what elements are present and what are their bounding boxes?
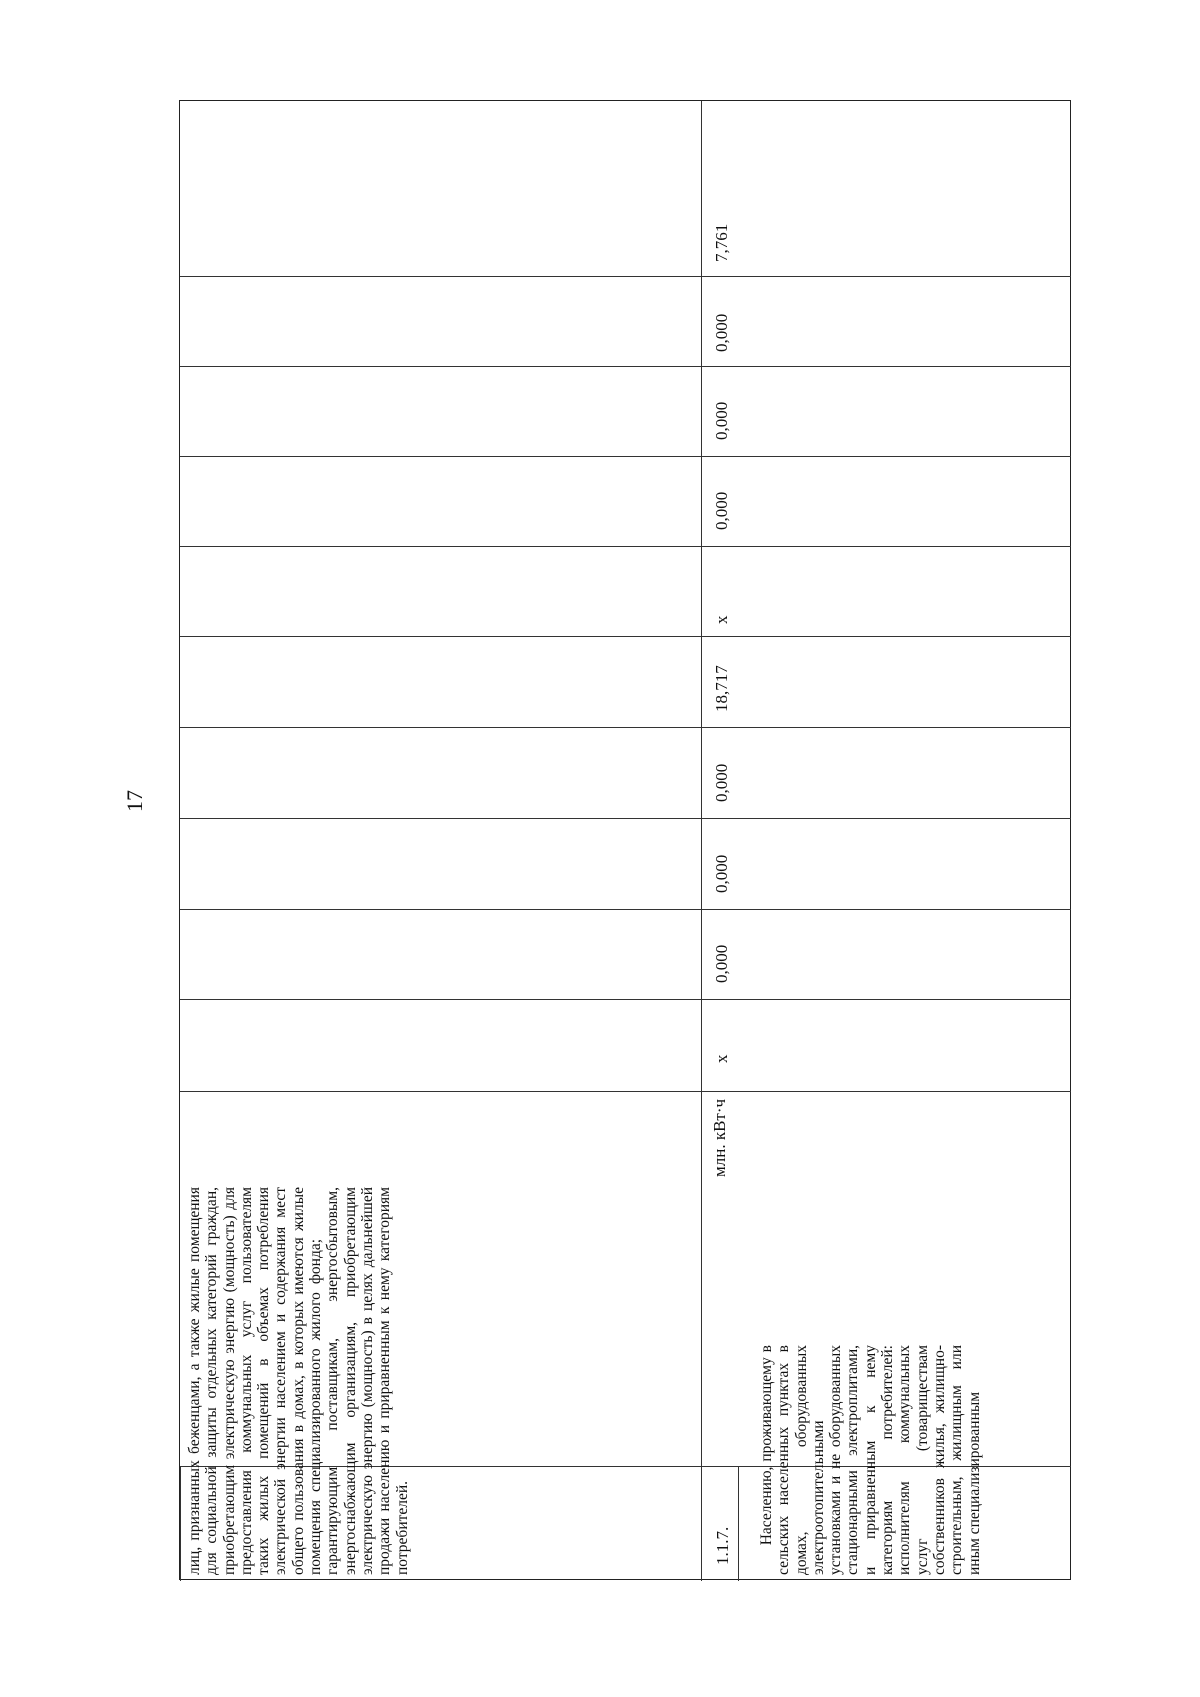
column-divider xyxy=(180,909,1071,910)
row-number: 1.1.7. xyxy=(713,1526,732,1565)
column-divider xyxy=(180,1091,1071,1092)
value-cell: 0,000 xyxy=(712,491,731,530)
value-cell: 0,000 xyxy=(712,944,731,983)
number-column-divider xyxy=(738,1466,739,1581)
column-divider xyxy=(180,456,1071,457)
row-divider xyxy=(701,101,702,1581)
column-divider xyxy=(180,546,1071,547)
page-number: 17 xyxy=(122,790,147,812)
value-cell: 0,000 xyxy=(712,854,731,893)
column-divider xyxy=(180,636,1071,637)
value-cell: 7,761 xyxy=(712,223,731,262)
value-cell: 0,000 xyxy=(712,401,731,440)
value-cell: 0,000 xyxy=(712,313,731,352)
column-divider xyxy=(180,366,1071,367)
row-description: Населению, проживающему в сельских населенных пунктах в домах, оборудованных электроотопительными установками и не оборудованных стационарными электроплитами, и приравненным к нему категориям потребителей: исполнителям коммунальных услуг (товариществам собственников жилья, жилищно-строительным, жилищным или иным специализированным xyxy=(758,1345,983,1575)
column-divider xyxy=(180,727,1071,728)
value-cell: 18,717 xyxy=(712,665,731,712)
value-cell: 0,000 xyxy=(712,763,731,802)
value-cell: х xyxy=(712,615,731,624)
column-divider xyxy=(180,999,1071,1000)
number-column-divider xyxy=(180,1466,181,1581)
column-divider xyxy=(180,276,1071,277)
value-cell: х xyxy=(712,1054,731,1063)
column-divider xyxy=(180,818,1071,819)
row-description: лиц, признанных беженцами, а также жилые помещения для социальной защиты отдельных категорий граждан, приобретающим электрическую энергию (мощность) для предоставления коммунальных услуг пользователям таких жилых помещений в объемах потребления электрической энергии населением и содержания мест общего пользования в домах, в которых имеются жилые помещения специализированного жилого фонда; гарантирующим поставщикам, энергосбытовым, энергоснабжающим организациям, приобретающим электрическую энергию (мощность) в целях дальнейшей продажи населению и приравненным к нему категориям потребителей. xyxy=(186,1187,411,1575)
unit-cell: млн. кВт·ч xyxy=(710,1098,729,1177)
